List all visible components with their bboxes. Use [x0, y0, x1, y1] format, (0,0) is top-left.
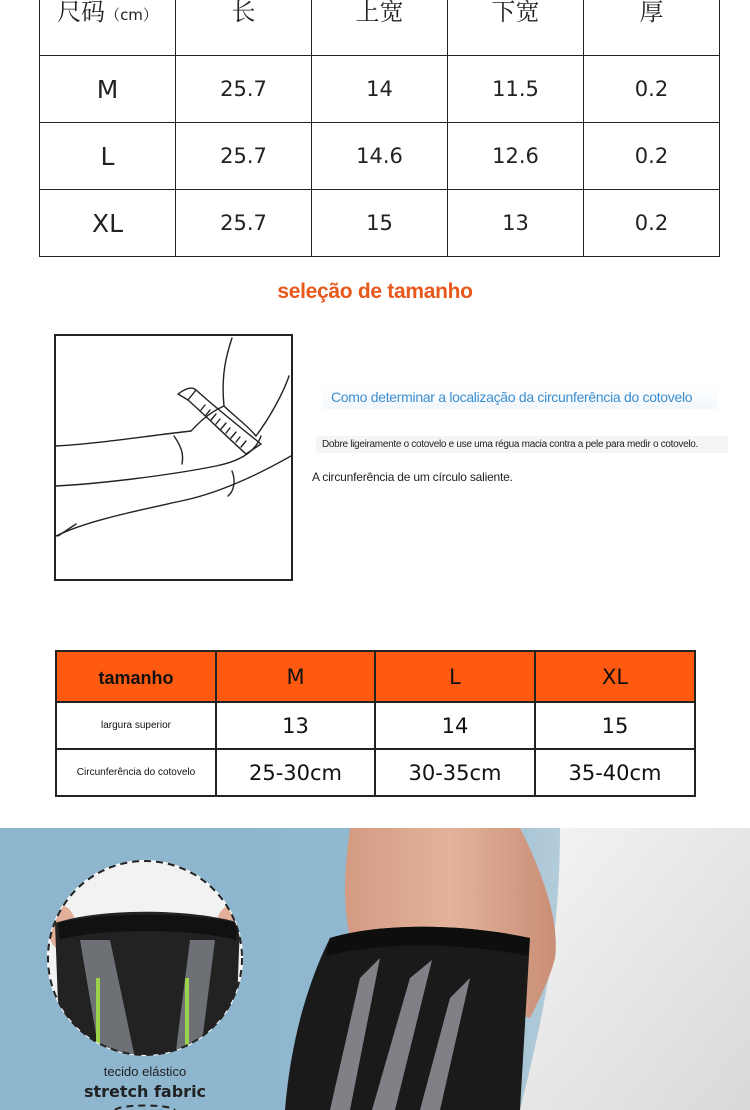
size-cell: M: [40, 56, 176, 123]
how-to-measure-description: Dobre ligeiramente o cotovelo e use uma régua macia contra a pele para medir o cotovelo.: [316, 436, 728, 453]
table-cell: 15: [312, 190, 448, 257]
table-cell: 30-35cm: [375, 749, 535, 796]
table-cell: 0.2: [584, 56, 720, 123]
table-cell: 13: [448, 190, 584, 257]
table-cell: 11.5: [448, 56, 584, 123]
table-cell: 15: [535, 702, 695, 749]
table-cell: 0.2: [584, 123, 720, 190]
measurements-header-bottom-width: 下宽: [448, 0, 584, 56]
size-table-header-l: L: [375, 651, 535, 702]
size-table-header-row: [56, 651, 695, 702]
table-cell: 25.7: [176, 123, 312, 190]
elbow-measure-illustration: [54, 334, 293, 581]
table-row: [40, 190, 720, 257]
size-cell: XL: [40, 190, 176, 257]
table-cell: 35-40cm: [535, 749, 695, 796]
how-to-measure-title: Como determinar a localização da circunferência do cotovelo: [323, 385, 717, 409]
size-table-header-m: M: [216, 651, 375, 702]
size-table-header-xl: XL: [535, 651, 695, 702]
table-cell: 14: [312, 56, 448, 123]
table-cell: 14.6: [312, 123, 448, 190]
section-title: seleção de tamanho: [277, 280, 473, 303]
measurements-table: [39, 0, 720, 257]
measurements-header-thickness: 厚: [584, 0, 720, 56]
size-cell: L: [40, 123, 176, 190]
measurements-header-row: [40, 0, 720, 56]
how-to-measure-note: A circunferência de um círculo saliente.: [312, 470, 513, 484]
arm-measuring-tape-icon: [56, 336, 291, 579]
measurements-header-top-width: 上宽: [312, 0, 448, 56]
row-label: largura superior: [56, 702, 216, 749]
fabric-label-portuguese: tecido elástico: [103, 1064, 187, 1079]
table-cell: 14: [375, 702, 535, 749]
table-cell: 25.7: [176, 56, 312, 123]
measurements-header-length: 长: [176, 0, 312, 56]
table-cell: 0.2: [584, 190, 720, 257]
size-table-header-label: tamanho: [56, 651, 216, 702]
table-cell: 25.7: [176, 190, 312, 257]
table-row: [56, 749, 695, 796]
table-row: [40, 56, 720, 123]
table-cell: 25-30cm: [216, 749, 375, 796]
table-cell: 12.6: [448, 123, 584, 190]
measurements-header-size: 尺码（cm）: [40, 0, 176, 56]
size-selection-table: [55, 650, 696, 797]
fabric-label-english: stretch fabric: [83, 1082, 207, 1101]
row-label: Circunferência do cotovelo: [56, 749, 216, 796]
table-row: [40, 123, 720, 190]
measurements-header-unit: （cm）: [105, 6, 158, 24]
table-cell: 13: [216, 702, 375, 749]
table-row: [56, 702, 695, 749]
